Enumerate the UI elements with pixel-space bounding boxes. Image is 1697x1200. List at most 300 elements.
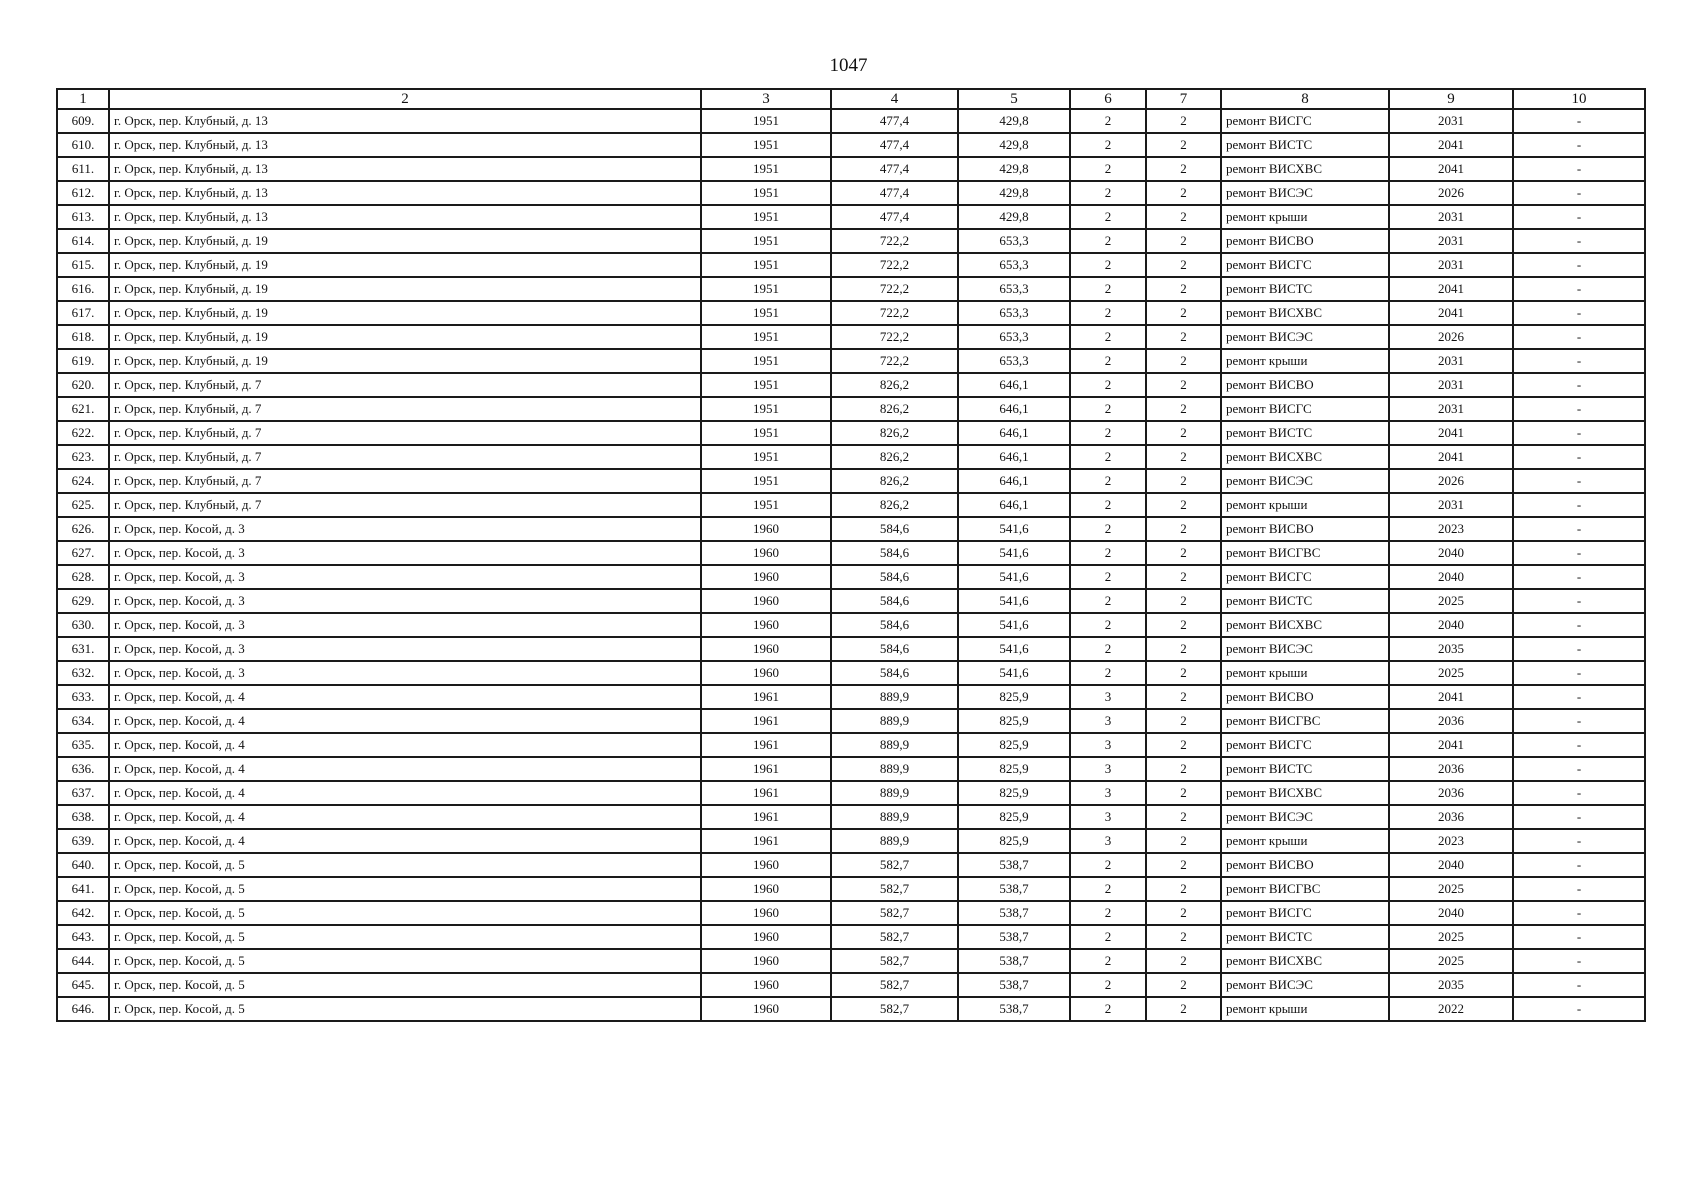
cell-note: - (1513, 373, 1645, 397)
cell-year-built: 1961 (701, 733, 831, 757)
cell-total-area: 826,2 (831, 373, 958, 397)
cell-floors: 2 (1070, 949, 1146, 973)
cell-entrances: 2 (1146, 229, 1221, 253)
cell-note: - (1513, 445, 1645, 469)
cell-address: г. Орск, пер. Косой, д. 3 (109, 637, 701, 661)
cell-address: г. Орск, пер. Косой, д. 4 (109, 733, 701, 757)
cell-row-number: 611. (57, 157, 109, 181)
cell-address: г. Орск, пер. Клубный, д. 7 (109, 421, 701, 445)
cell-entrances: 2 (1146, 277, 1221, 301)
cell-floors: 2 (1070, 157, 1146, 181)
cell-living-area: 825,9 (958, 805, 1070, 829)
cell-work-type: ремонт крыши (1221, 997, 1389, 1021)
cell-year-built: 1951 (701, 109, 831, 133)
cell-year-built: 1960 (701, 517, 831, 541)
cell-living-area: 429,8 (958, 181, 1070, 205)
cell-planned-year: 2025 (1389, 877, 1513, 901)
cell-note: - (1513, 157, 1645, 181)
cell-living-area: 429,8 (958, 133, 1070, 157)
cell-entrances: 2 (1146, 469, 1221, 493)
cell-living-area: 538,7 (958, 973, 1070, 997)
cell-work-type: ремонт ВИСГС (1221, 565, 1389, 589)
cell-row-number: 643. (57, 925, 109, 949)
cell-living-area: 825,9 (958, 781, 1070, 805)
cell-floors: 2 (1070, 181, 1146, 205)
cell-planned-year: 2036 (1389, 709, 1513, 733)
cell-living-area: 646,1 (958, 373, 1070, 397)
cell-living-area: 429,8 (958, 109, 1070, 133)
cell-note: - (1513, 709, 1645, 733)
cell-floors: 2 (1070, 517, 1146, 541)
cell-planned-year: 2025 (1389, 925, 1513, 949)
cell-address: г. Орск, пер. Клубный, д. 19 (109, 325, 701, 349)
table-row (57, 397, 1645, 421)
cell-year-built: 1951 (701, 373, 831, 397)
cell-planned-year: 2031 (1389, 229, 1513, 253)
cell-address: г. Орск, пер. Клубный, д. 7 (109, 469, 701, 493)
cell-note: - (1513, 421, 1645, 445)
cell-year-built: 1960 (701, 949, 831, 973)
cell-total-area: 582,7 (831, 997, 958, 1021)
cell-planned-year: 2041 (1389, 133, 1513, 157)
cell-planned-year: 2031 (1389, 109, 1513, 133)
cell-address: г. Орск, пер. Косой, д. 4 (109, 685, 701, 709)
cell-entrances: 2 (1146, 493, 1221, 517)
table-row (57, 421, 1645, 445)
cell-floors: 2 (1070, 661, 1146, 685)
cell-work-type: ремонт ВИСГС (1221, 109, 1389, 133)
cell-planned-year: 2036 (1389, 805, 1513, 829)
cell-note: - (1513, 469, 1645, 493)
cell-floors: 3 (1070, 733, 1146, 757)
cell-year-built: 1951 (701, 469, 831, 493)
cell-entrances: 2 (1146, 517, 1221, 541)
table-row (57, 853, 1645, 877)
cell-total-area: 584,6 (831, 541, 958, 565)
cell-living-area: 825,9 (958, 757, 1070, 781)
cell-floors: 2 (1070, 445, 1146, 469)
cell-planned-year: 2036 (1389, 757, 1513, 781)
cell-row-number: 626. (57, 517, 109, 541)
cell-total-area: 582,7 (831, 949, 958, 973)
cell-total-area: 477,4 (831, 181, 958, 205)
cell-planned-year: 2026 (1389, 469, 1513, 493)
table-row (57, 877, 1645, 901)
cell-note: - (1513, 805, 1645, 829)
cell-address: г. Орск, пер. Косой, д. 5 (109, 853, 701, 877)
cell-planned-year: 2041 (1389, 421, 1513, 445)
table-row (57, 373, 1645, 397)
cell-row-number: 639. (57, 829, 109, 853)
cell-year-built: 1961 (701, 805, 831, 829)
cell-entrances: 2 (1146, 205, 1221, 229)
cell-address: г. Орск, пер. Косой, д. 5 (109, 877, 701, 901)
cell-living-area: 541,6 (958, 637, 1070, 661)
cell-row-number: 630. (57, 613, 109, 637)
repair-schedule-table (56, 88, 1646, 1022)
table-row (57, 277, 1645, 301)
cell-address: г. Орск, пер. Косой, д. 3 (109, 661, 701, 685)
cell-work-type: ремонт ВИСЭС (1221, 805, 1389, 829)
cell-work-type: ремонт ВИСТС (1221, 133, 1389, 157)
cell-address: г. Орск, пер. Клубный, д. 19 (109, 349, 701, 373)
cell-entrances: 2 (1146, 181, 1221, 205)
cell-year-built: 1961 (701, 781, 831, 805)
cell-note: - (1513, 541, 1645, 565)
cell-address: г. Орск, пер. Косой, д. 4 (109, 829, 701, 853)
cell-entrances: 2 (1146, 925, 1221, 949)
cell-entrances: 2 (1146, 949, 1221, 973)
cell-address: г. Орск, пер. Косой, д. 5 (109, 973, 701, 997)
cell-living-area: 825,9 (958, 709, 1070, 733)
cell-address: г. Орск, пер. Клубный, д. 7 (109, 397, 701, 421)
cell-work-type: ремонт ВИСВО (1221, 685, 1389, 709)
cell-floors: 2 (1070, 229, 1146, 253)
cell-entrances: 2 (1146, 301, 1221, 325)
cell-entrances: 2 (1146, 157, 1221, 181)
cell-floors: 2 (1070, 109, 1146, 133)
cell-floors: 3 (1070, 781, 1146, 805)
column-header-8: 8 (1221, 89, 1389, 109)
cell-floors: 2 (1070, 493, 1146, 517)
cell-note: - (1513, 325, 1645, 349)
cell-living-area: 653,3 (958, 349, 1070, 373)
cell-total-area: 722,2 (831, 277, 958, 301)
cell-year-built: 1951 (701, 253, 831, 277)
cell-entrances: 2 (1146, 613, 1221, 637)
header-row (57, 89, 1645, 109)
cell-work-type: ремонт крыши (1221, 349, 1389, 373)
cell-year-built: 1951 (701, 181, 831, 205)
cell-floors: 2 (1070, 853, 1146, 877)
cell-floors: 2 (1070, 133, 1146, 157)
cell-entrances: 2 (1146, 565, 1221, 589)
cell-note: - (1513, 205, 1645, 229)
cell-total-area: 584,6 (831, 613, 958, 637)
table-row (57, 805, 1645, 829)
table-row (57, 205, 1645, 229)
cell-living-area: 646,1 (958, 397, 1070, 421)
cell-planned-year: 2040 (1389, 541, 1513, 565)
table-row (57, 925, 1645, 949)
cell-planned-year: 2025 (1389, 661, 1513, 685)
cell-entrances: 2 (1146, 373, 1221, 397)
cell-living-area: 538,7 (958, 853, 1070, 877)
table-row (57, 613, 1645, 637)
table-row (57, 349, 1645, 373)
cell-year-built: 1951 (701, 421, 831, 445)
column-header-4: 4 (831, 89, 958, 109)
cell-total-area: 889,9 (831, 685, 958, 709)
cell-year-built: 1960 (701, 589, 831, 613)
table-row (57, 565, 1645, 589)
cell-floors: 2 (1070, 469, 1146, 493)
cell-address: г. Орск, пер. Клубный, д. 19 (109, 253, 701, 277)
cell-row-number: 620. (57, 373, 109, 397)
cell-planned-year: 2022 (1389, 997, 1513, 1021)
cell-floors: 2 (1070, 877, 1146, 901)
table-row (57, 517, 1645, 541)
column-header-9: 9 (1389, 89, 1513, 109)
cell-floors: 2 (1070, 589, 1146, 613)
cell-planned-year: 2026 (1389, 181, 1513, 205)
cell-living-area: 541,6 (958, 541, 1070, 565)
column-header-2: 2 (109, 89, 701, 109)
cell-work-type: ремонт ВИСГВС (1221, 541, 1389, 565)
cell-note: - (1513, 397, 1645, 421)
cell-work-type: ремонт ВИСХВС (1221, 301, 1389, 325)
cell-work-type: ремонт ВИСЭС (1221, 181, 1389, 205)
cell-note: - (1513, 109, 1645, 133)
table-row (57, 325, 1645, 349)
cell-total-area: 582,7 (831, 973, 958, 997)
table-row (57, 133, 1645, 157)
cell-work-type: ремонт ВИСВО (1221, 517, 1389, 541)
cell-row-number: 644. (57, 949, 109, 973)
cell-living-area: 538,7 (958, 901, 1070, 925)
cell-note: - (1513, 829, 1645, 853)
cell-floors: 2 (1070, 421, 1146, 445)
cell-total-area: 582,7 (831, 901, 958, 925)
table-row (57, 949, 1645, 973)
cell-floors: 2 (1070, 325, 1146, 349)
table-row (57, 661, 1645, 685)
cell-total-area: 477,4 (831, 157, 958, 181)
cell-living-area: 646,1 (958, 445, 1070, 469)
column-header-7: 7 (1146, 89, 1221, 109)
cell-row-number: 627. (57, 541, 109, 565)
cell-floors: 2 (1070, 373, 1146, 397)
cell-floors: 2 (1070, 397, 1146, 421)
table-row (57, 733, 1645, 757)
cell-year-built: 1960 (701, 661, 831, 685)
cell-year-built: 1951 (701, 445, 831, 469)
cell-living-area: 653,3 (958, 301, 1070, 325)
cell-planned-year: 2035 (1389, 637, 1513, 661)
cell-living-area: 653,3 (958, 277, 1070, 301)
cell-total-area: 722,2 (831, 253, 958, 277)
cell-work-type: ремонт ВИСГС (1221, 397, 1389, 421)
cell-year-built: 1960 (701, 853, 831, 877)
cell-work-type: ремонт ВИСЭС (1221, 469, 1389, 493)
cell-note: - (1513, 637, 1645, 661)
cell-entrances: 2 (1146, 589, 1221, 613)
cell-year-built: 1951 (701, 397, 831, 421)
cell-year-built: 1960 (701, 565, 831, 589)
cell-planned-year: 2031 (1389, 349, 1513, 373)
table-row (57, 157, 1645, 181)
cell-planned-year: 2031 (1389, 397, 1513, 421)
cell-address: г. Орск, пер. Косой, д. 3 (109, 517, 701, 541)
cell-entrances: 2 (1146, 445, 1221, 469)
cell-entrances: 2 (1146, 805, 1221, 829)
cell-total-area: 722,2 (831, 325, 958, 349)
cell-living-area: 825,9 (958, 829, 1070, 853)
cell-planned-year: 2036 (1389, 781, 1513, 805)
cell-note: - (1513, 685, 1645, 709)
cell-total-area: 477,4 (831, 109, 958, 133)
cell-address: г. Орск, пер. Клубный, д. 7 (109, 373, 701, 397)
cell-address: г. Орск, пер. Клубный, д. 13 (109, 205, 701, 229)
cell-living-area: 653,3 (958, 253, 1070, 277)
cell-address: г. Орск, пер. Клубный, д. 13 (109, 133, 701, 157)
cell-address: г. Орск, пер. Косой, д. 4 (109, 709, 701, 733)
cell-row-number: 619. (57, 349, 109, 373)
cell-entrances: 2 (1146, 757, 1221, 781)
cell-work-type: ремонт крыши (1221, 205, 1389, 229)
cell-total-area: 826,2 (831, 421, 958, 445)
cell-note: - (1513, 661, 1645, 685)
cell-work-type: ремонт крыши (1221, 493, 1389, 517)
cell-entrances: 2 (1146, 109, 1221, 133)
cell-entrances: 2 (1146, 877, 1221, 901)
cell-year-built: 1961 (701, 709, 831, 733)
table-row (57, 181, 1645, 205)
cell-note: - (1513, 925, 1645, 949)
cell-row-number: 616. (57, 277, 109, 301)
cell-work-type: ремонт крыши (1221, 829, 1389, 853)
cell-living-area: 541,6 (958, 565, 1070, 589)
cell-living-area: 825,9 (958, 685, 1070, 709)
cell-living-area: 538,7 (958, 925, 1070, 949)
cell-planned-year: 2040 (1389, 613, 1513, 637)
cell-total-area: 889,9 (831, 733, 958, 757)
table-row (57, 901, 1645, 925)
cell-planned-year: 2041 (1389, 301, 1513, 325)
cell-note: - (1513, 133, 1645, 157)
cell-address: г. Орск, пер. Клубный, д. 7 (109, 445, 701, 469)
cell-note: - (1513, 277, 1645, 301)
cell-total-area: 584,6 (831, 565, 958, 589)
cell-planned-year: 2031 (1389, 205, 1513, 229)
cell-living-area: 429,8 (958, 157, 1070, 181)
cell-year-built: 1951 (701, 349, 831, 373)
cell-total-area: 722,2 (831, 301, 958, 325)
cell-floors: 2 (1070, 637, 1146, 661)
cell-floors: 3 (1070, 829, 1146, 853)
cell-work-type: ремонт ВИСЭС (1221, 973, 1389, 997)
cell-year-built: 1951 (701, 133, 831, 157)
cell-total-area: 889,9 (831, 805, 958, 829)
cell-planned-year: 2023 (1389, 517, 1513, 541)
cell-note: - (1513, 901, 1645, 925)
cell-note: - (1513, 229, 1645, 253)
cell-work-type: ремонт ВИСХВС (1221, 949, 1389, 973)
cell-work-type: ремонт ВИСГС (1221, 733, 1389, 757)
cell-living-area: 429,8 (958, 205, 1070, 229)
cell-address: г. Орск, пер. Клубный, д. 7 (109, 493, 701, 517)
cell-work-type: ремонт ВИСГС (1221, 901, 1389, 925)
cell-total-area: 477,4 (831, 205, 958, 229)
column-header-3: 3 (701, 89, 831, 109)
cell-living-area: 541,6 (958, 613, 1070, 637)
cell-entrances: 2 (1146, 685, 1221, 709)
cell-work-type: ремонт ВИСТС (1221, 421, 1389, 445)
column-header-1: 1 (57, 89, 109, 109)
cell-entrances: 2 (1146, 541, 1221, 565)
cell-address: г. Орск, пер. Клубный, д. 13 (109, 109, 701, 133)
table-row (57, 493, 1645, 517)
cell-year-built: 1961 (701, 757, 831, 781)
cell-entrances: 2 (1146, 637, 1221, 661)
cell-row-number: 613. (57, 205, 109, 229)
cell-entrances: 2 (1146, 133, 1221, 157)
cell-year-built: 1960 (701, 973, 831, 997)
cell-living-area: 646,1 (958, 469, 1070, 493)
cell-work-type: ремонт ВИСТС (1221, 757, 1389, 781)
cell-floors: 3 (1070, 709, 1146, 733)
cell-work-type: ремонт ВИСГС (1221, 253, 1389, 277)
cell-planned-year: 2031 (1389, 493, 1513, 517)
cell-year-built: 1951 (701, 493, 831, 517)
cell-row-number: 621. (57, 397, 109, 421)
table-row (57, 229, 1645, 253)
cell-address: г. Орск, пер. Косой, д. 5 (109, 949, 701, 973)
cell-row-number: 638. (57, 805, 109, 829)
table-row (57, 973, 1645, 997)
cell-work-type: ремонт ВИСТС (1221, 589, 1389, 613)
cell-address: г. Орск, пер. Клубный, д. 19 (109, 277, 701, 301)
cell-row-number: 618. (57, 325, 109, 349)
cell-address: г. Орск, пер. Косой, д. 3 (109, 565, 701, 589)
table-row (57, 781, 1645, 805)
cell-address: г. Орск, пер. Клубный, д. 19 (109, 301, 701, 325)
cell-work-type: ремонт ВИСХВС (1221, 613, 1389, 637)
cell-floors: 2 (1070, 613, 1146, 637)
cell-year-built: 1961 (701, 685, 831, 709)
cell-floors: 2 (1070, 997, 1146, 1021)
cell-row-number: 632. (57, 661, 109, 685)
cell-planned-year: 2041 (1389, 277, 1513, 301)
cell-year-built: 1960 (701, 541, 831, 565)
cell-row-number: 631. (57, 637, 109, 661)
cell-note: - (1513, 997, 1645, 1021)
cell-planned-year: 2035 (1389, 973, 1513, 997)
cell-row-number: 624. (57, 469, 109, 493)
cell-work-type: ремонт ВИСВО (1221, 373, 1389, 397)
cell-note: - (1513, 349, 1645, 373)
cell-address: г. Орск, пер. Косой, д. 4 (109, 805, 701, 829)
cell-floors: 3 (1070, 757, 1146, 781)
cell-note: - (1513, 565, 1645, 589)
cell-planned-year: 2025 (1389, 589, 1513, 613)
cell-note: - (1513, 877, 1645, 901)
cell-planned-year: 2031 (1389, 373, 1513, 397)
cell-planned-year: 2031 (1389, 253, 1513, 277)
cell-entrances: 2 (1146, 781, 1221, 805)
cell-total-area: 477,4 (831, 133, 958, 157)
cell-living-area: 653,3 (958, 325, 1070, 349)
table-row (57, 301, 1645, 325)
cell-row-number: 610. (57, 133, 109, 157)
cell-year-built: 1960 (701, 637, 831, 661)
cell-floors: 2 (1070, 565, 1146, 589)
cell-work-type: ремонт ВИСХВС (1221, 445, 1389, 469)
cell-note: - (1513, 733, 1645, 757)
table-row (57, 253, 1645, 277)
cell-work-type: ремонт ВИСХВС (1221, 157, 1389, 181)
column-header-5: 5 (958, 89, 1070, 109)
cell-row-number: 629. (57, 589, 109, 613)
cell-year-built: 1951 (701, 325, 831, 349)
cell-year-built: 1951 (701, 301, 831, 325)
cell-floors: 2 (1070, 973, 1146, 997)
cell-floors: 2 (1070, 301, 1146, 325)
cell-year-built: 1960 (701, 925, 831, 949)
cell-total-area: 584,6 (831, 661, 958, 685)
cell-work-type: ремонт ВИСВО (1221, 853, 1389, 877)
cell-total-area: 584,6 (831, 517, 958, 541)
